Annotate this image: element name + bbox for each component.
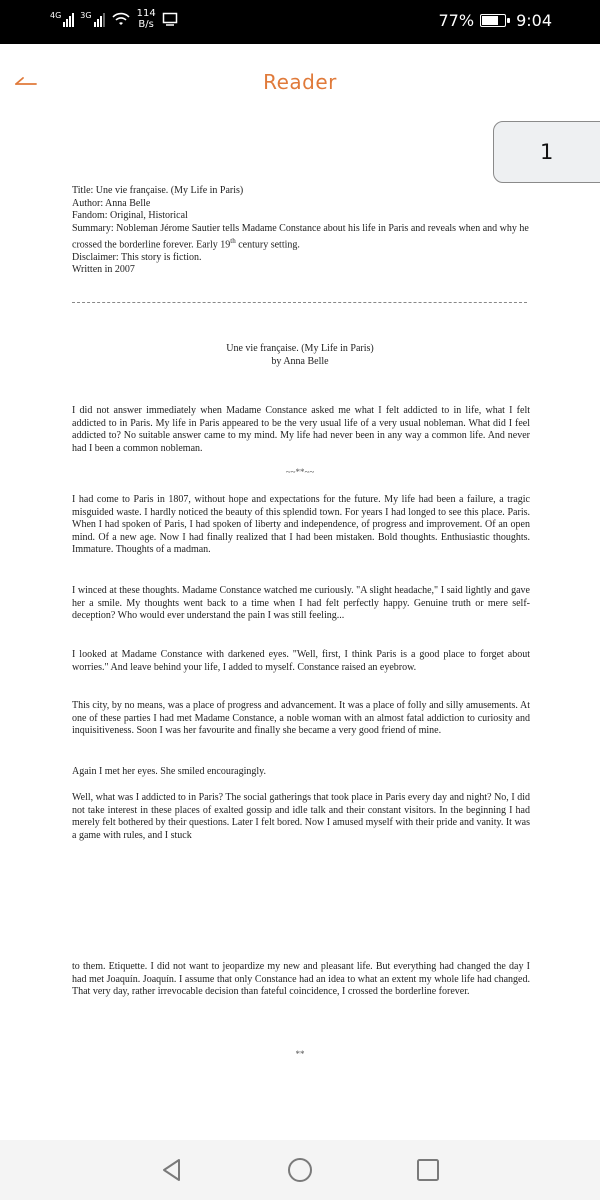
clock: 9:04 [516, 11, 552, 30]
meta-written: Written in 2007 [72, 264, 135, 276]
app-header [0, 44, 600, 122]
paragraph: Well, what was I addicted to in Paris? The social gatherings that took place in Paris every day and night? No, I did not take interest in these places of exalted gossip and idle talk and their constant visitors. In the beginning I had merely felt bothered by their questions. Later I felt bored. Now I amused myself with their pride and vanity. It was a game with rules, and I stuck [72, 792, 530, 841]
paragraph: This city, by no means, was a place of progress and advancement. It was a place of folly and silly amusements. At one of these parties I had met Madame Constance, a noble woman with an almost fatal addiction to curiosity and inquisitiveness. Soon I was her favourite and finally she became a very good friend of mine. [72, 700, 530, 737]
meta-title: Title: Une vie française. (My Life in Paris) [72, 185, 244, 196]
paragraph: to them. Etiquette. I did not want to jeopardize my new and pleasant life. But everything had changed the day I had met Joaquín. Joaquín. I assume that only Constance had an idea to what an extent my whole life had changed. That very day, rather irrevocable decision than fateful coincidence, I crossed the borderline forever. [72, 961, 530, 998]
network-speed: 114 B/s [136, 8, 156, 30]
signal-icon [50, 11, 74, 27]
wifi-icon [111, 11, 131, 27]
nav-back-icon[interactable] [157, 1155, 187, 1185]
signal-icon-2 [80, 11, 104, 27]
battery-percent: 77% [438, 11, 475, 30]
scene-break: ~~**~~ [285, 467, 315, 477]
screen-mirror-icon [162, 12, 178, 26]
story-metadata [72, 185, 532, 277]
end-mark: ** [295, 1049, 305, 1059]
meta-summary: Summary: Nobleman Jérome Sautier tells Madame Constance about his life in Paris and reveals when and why he crossed the borderline forever. Early 19th century setting. [72, 222, 529, 251]
status-bar [0, 0, 600, 44]
story-heading [0, 342, 600, 368]
meta-fandom: Fandom: Original, Historical [72, 210, 188, 221]
navigation-bar [0, 1140, 600, 1200]
status-right [439, 11, 553, 30]
paragraph: I did not answer immediately when Madame Constance asked me what I felt addicted to in life, what I felt addicted to in Paris. My life in Paris appeared to be the very usual life of a very usual nobleman. What did I feel addicted to? No suitable answer came to my mind. My life had never been in any way a common life. And never had I been a common nobleman. [72, 405, 530, 454]
page-number-badge[interactable] [493, 121, 600, 183]
page-number: 1 [540, 140, 554, 164]
paragraph: I winced at these thoughts. Madame Constance watched me curiously. "A slight headache," I said lightly and gave her a smile. My thoughts went back to a time when I had felt perfectly happy. Genuine truth or mere self-deception? Who would ever understand the pain I was still feeling... [72, 585, 530, 622]
paragraph: I looked at Madame Constance with darkened eyes. "Well, first, I think Paris is a good place to forget about worries." And leave behind your life, I added to myself. Constance raised an eyebrow. [72, 649, 530, 673]
nav-home-icon[interactable] [285, 1155, 315, 1185]
story-byline: by Anna Belle [271, 356, 329, 367]
paragraph: I had come to Paris in 1807, without hope and expectations for the future. My life had been a failure, a tragic misguided waste. I hardly noticed the beauty of this splendid town. For years I had longed to see this place. Paris. When I had spoken of Paris, I had spoken of liberty and independence, of progress and improvement. Of an open mind. Of a new age. Now I had finally realized that I had been mistaken. Bold thoughts. Enthusiastic thoughts. Immature. Thoughts of a madman. [72, 494, 530, 556]
network-type-2: 3G [80, 11, 92, 20]
divider [72, 302, 527, 303]
meta-disclaimer: Disclaimer: This story is fiction. [72, 251, 202, 263]
paragraph: Again I met her eyes. She smiled encouragingly. [72, 766, 267, 777]
network-type-1: 4G [50, 11, 62, 20]
nav-recents-icon[interactable] [413, 1155, 443, 1185]
status-left [50, 8, 178, 30]
page-title: Reader [263, 70, 337, 94]
story-title: Une vie française. (My Life in Paris) [226, 343, 374, 354]
battery-icon [480, 14, 506, 27]
meta-author: Author: Anna Belle [72, 197, 151, 209]
